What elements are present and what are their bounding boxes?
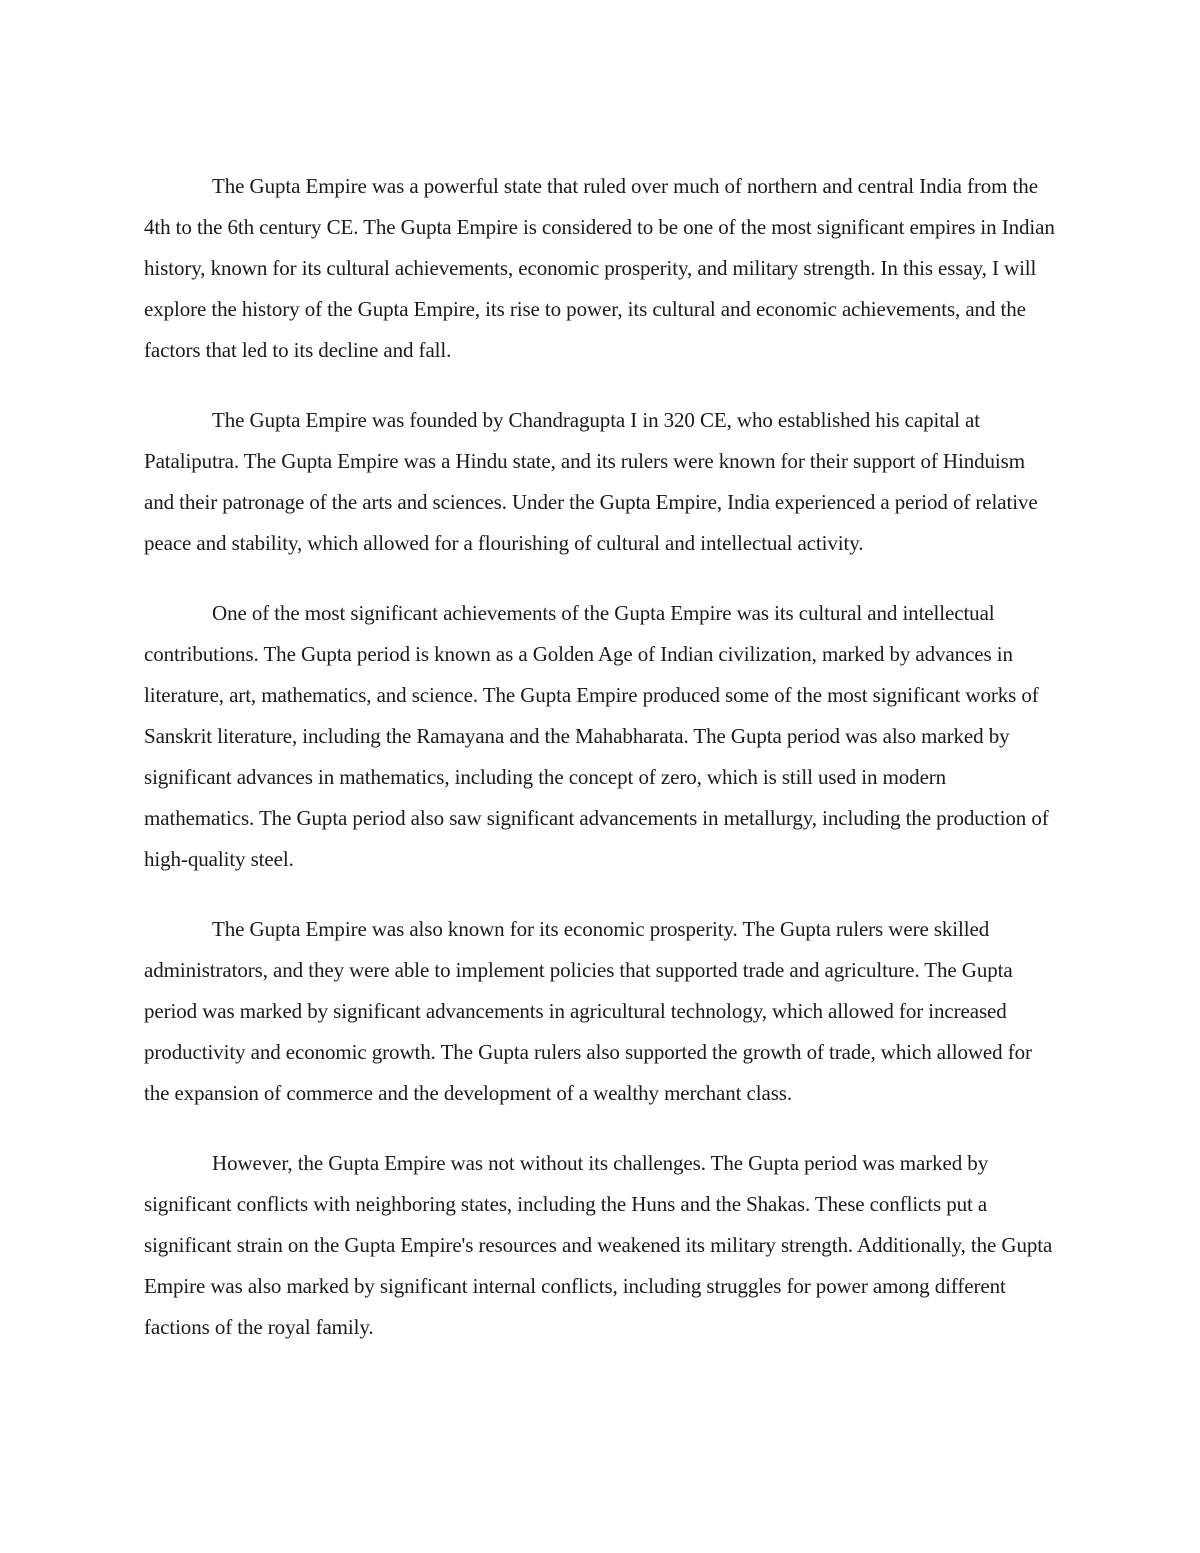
paragraph-cultural-achievements: One of the most significant achievements of the Gupta Empire was its cultural and intellectual contributions. The Gupta period is known as a Golden Age of Indian civilization, marked by advances in literature, art, mathematics, and science. The Gupta Empire produced some of the most significant works of Sanskrit literature, including the Ramayana and the Mahabharata. The Gupta period was also marked by significant advances in mathematics, including the concept of zero, which is still used in modern mathematics. The Gupta period also saw significant advancements in metallurgy, including the production of high-quality steel. xyxy=(144,601,1049,871)
paragraph-founding: The Gupta Empire was founded by Chandragupta I in 320 CE, who established his capital at Pataliputra. The Gupta Empire was a Hindu state, and its rulers were known for their support of Hinduism and their patronage of the arts and sciences. Under the Gupta Empire, India experienced a period of relative peace and stability, which allowed for a flourishing of cultural and intellectual activity. xyxy=(144,408,1038,555)
paragraph-challenges: However, the Gupta Empire was not without its challenges. The Gupta period was marked by significant conflicts with neighboring states, including the Huns and the Shakas. These conflicts put a significant strain on the Gupta Empire's resources and weakened its military strength. Additionally, the Gupta Empire was also marked by significant internal conflicts, including struggles for power among different factions of the royal family. xyxy=(144,1151,1053,1339)
essay-body xyxy=(144,166,1056,1348)
paragraph-economic-prosperity: The Gupta Empire was also known for its economic prosperity. The Gupta rulers were skilled administrators, and they were able to implement policies that supported trade and agriculture. The Gupta period was marked by significant advancements in agricultural technology, which allowed for increased productivity and economic growth. The Gupta rulers also supported the growth of trade, which allowed for the expansion of commerce and the development of a wealthy merchant class. xyxy=(144,917,1032,1105)
paragraph-intro: The Gupta Empire was a powerful state that ruled over much of northern and central India from the 4th to the 6th century CE. The Gupta Empire is considered to be one of the most significant empires in Indian history, known for its cultural achievements, economic prosperity, and military strength. In this essay, I will explore the history of the Gupta Empire, its rise to power, its cultural and economic achievements, and the factors that led to its decline and fall. xyxy=(144,174,1055,362)
